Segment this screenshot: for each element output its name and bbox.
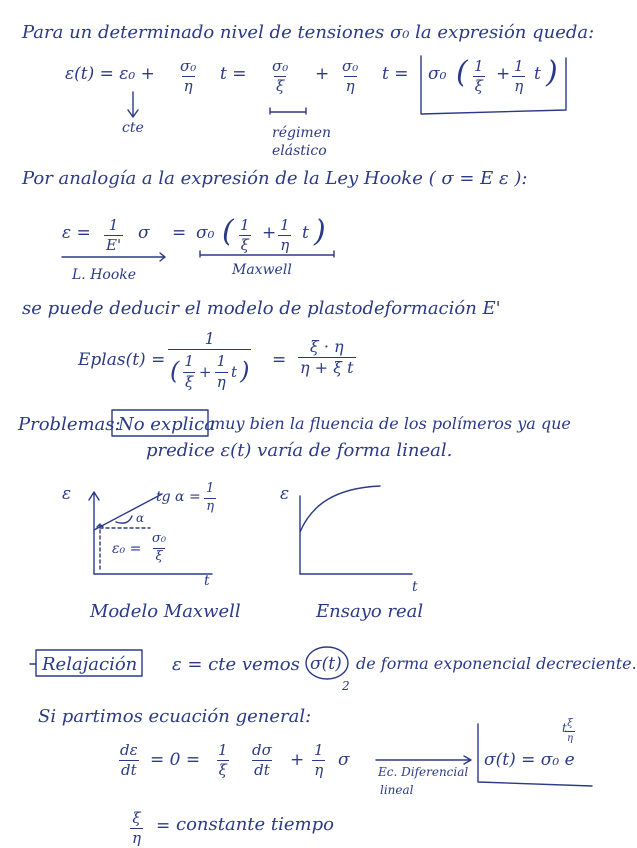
eq1-box-sigma: σ₀ [428,64,447,84]
eq1-box-frac-1-xi: $\frac{1}{\xi}$ [474,57,484,96]
no-explica-box [112,410,208,436]
eq1-box-plus: + [496,64,511,84]
graph-left-y-label: ε [62,484,72,504]
eq1-annotation-cte: cte [122,120,144,136]
eq1-frac-sigma-xi: $\frac{\text{σ₀}}{\xi}$ [272,57,289,96]
eq1-result-box [421,56,566,114]
eq2-lhs: ε = [62,223,91,243]
eq1-lhs: ε(t) = ε₀ + [65,64,155,84]
eq3-big-fraction: 1 ( $\frac{1}{\xi}$ + $\frac{1}{\eta}$ t ) [170,329,250,391]
text-fluencia-polimeros: muy bien la fluencia de los polímeros ya que [210,414,571,433]
eq4-arrow [376,756,471,764]
graph-right-x-label: t [412,579,418,595]
eq2-paren-close: ) [314,214,326,249]
eq2-frac-1-xi: $\frac{1}{\xi}$ [240,216,250,255]
text-problems-label: Problemas: [18,414,121,435]
eq2-sigma0: σ₀ [196,223,215,243]
eq1-box-paren-close: ) [546,55,558,90]
eq1-t-equals-2: t = [382,64,409,84]
eq4-equals-zero: = 0 = [150,750,201,770]
eq4-solution-box [478,721,592,786]
eq4-exponent-fraction: $\frac{\xi}{\eta}$ [567,718,573,744]
eq4-sigma: σ [338,750,350,770]
eq5-frac-xi-eta: $\frac{\xi}{\eta}$ [132,809,141,848]
eq2-maxwell-underbrace [200,251,334,257]
eq3-equals: = [272,350,287,370]
graph-left-tangent-label: tg α = [156,489,201,505]
eq1-cte-arrow [128,92,138,117]
graph-left-e0-label: ε₀ = [112,541,142,557]
eq3-result-fraction: $\frac{\xi \cdot \eta}{\text{η + ξ t}}$ [300,337,354,378]
sigma-t-circle [306,647,348,679]
eq1-box-frac-1-eta: $\frac{1}{\eta}$ [514,57,524,96]
eq4-frac-dsigma-dt: $\frac{d\sigma}{dt}$ [252,741,272,780]
eq1-annotation-regimen: régimen [272,125,331,141]
eq1-elastic-bracket [270,108,306,114]
eq4-solution: σ(t) = σ₀ e [484,750,575,770]
graph-left-alpha: α [136,511,145,525]
text-footnote-mark: 2 [342,679,350,693]
eq2-frac-1-eta: $\frac{1}{\eta}$ [280,216,290,255]
graph-left-caption: Modelo Maxwell [90,601,241,622]
graph-left-e0-dashed [97,524,103,570]
eq4-annotation-linear: lineal [380,783,414,797]
text-no-explica-boxed: No explica [118,414,215,435]
eq2-sigma: σ [138,223,150,243]
text-relajacion-boxed: Relajación [42,654,138,675]
graph-right-y-label: ε [280,484,290,504]
eq2-t: t [302,223,309,243]
eq1-box-paren-open: ( [456,55,468,90]
eq1-plus: + [315,64,330,84]
graph-left-e0-fraction: $\frac{\text{σ₀}}{\xi}$ [152,531,167,564]
graph-left-y-axis [89,492,99,574]
text-strain-constant: ε = cte vemos [172,654,300,675]
graph-right-caption: Ensayo real [316,601,424,622]
text-exponential-decreasing: de forma exponencial decreciente. [356,654,637,673]
text-general-equation: Si partimos ecuación general: [38,706,312,727]
text-line-plastodeformation: se puede deducir el modelo de plastodeformación E' [22,298,501,319]
text-time-constant: constante tiempo [176,814,334,835]
eq4-frac-1-xi: $\frac{1}{\xi}$ [218,741,228,780]
graph-left-linear-line [94,494,162,530]
eq3-den-frac-1-xi: $\frac{1}{\xi}$ [184,352,194,391]
relajacion-box [36,650,142,676]
eq2-label-hooke: L. Hooke [72,267,137,283]
text-sigma-t-circled: σ(t) [310,654,342,674]
eq3-denominator: ( $\frac{1}{\xi}$ + $\frac{1}{\eta}$ t ) [168,349,251,391]
text-line-tensions: Para un determinado nivel de tensiones σ₀ la expresión queda: [22,22,595,43]
graph-right-curve [300,486,380,532]
graph-left-x-label: t [204,573,210,589]
eq4-frac-1-eta: $\frac{1}{\eta}$ [314,741,324,780]
eq2-frac-1-E: $\frac{1}{E'}$ [106,216,122,255]
eq2-hooke-underline [62,253,165,261]
eq2-plus: + [262,223,277,243]
eq1-annotation-elastico: elástico [272,143,327,159]
eq3-den-frac-1-eta: $\frac{1}{\eta}$ [216,352,227,391]
eq5-equals: = [156,816,171,836]
eq2-label-maxwell: Maxwell [232,262,292,278]
eq1-box-t: t [534,64,541,84]
eq1-frac-sigma-eta-2: $\frac{\text{σ₀}}{\eta}$ [342,57,359,96]
eq4-plus: + [290,750,305,770]
eq1-t-equals: t = [220,64,247,84]
eq1-frac-sigma-eta: $\frac{\text{σ₀}}{\eta}$ [180,57,197,96]
eq2-paren-open: ( [222,214,234,249]
eq2-equals: = [172,223,187,243]
text-line-hooke-analogy: Por analogía a la expresión de la Ley Hooke ( σ = E ε ): [22,168,528,189]
eq4-exponent-t: t [562,721,567,735]
eq3-lhs: Eplas(t) = [78,350,166,370]
eq4-frac-de-dt: $\frac{d\varepsilon}{dt}$ [120,741,138,780]
text-predice-lineal: predice ε(t) varía de forma lineal. [146,440,453,461]
graph-left-tangent-fraction: $\frac{1}{\eta}$ [206,481,215,514]
eq4-annotation-diff-eq: Ec. Diferencial [378,765,469,779]
